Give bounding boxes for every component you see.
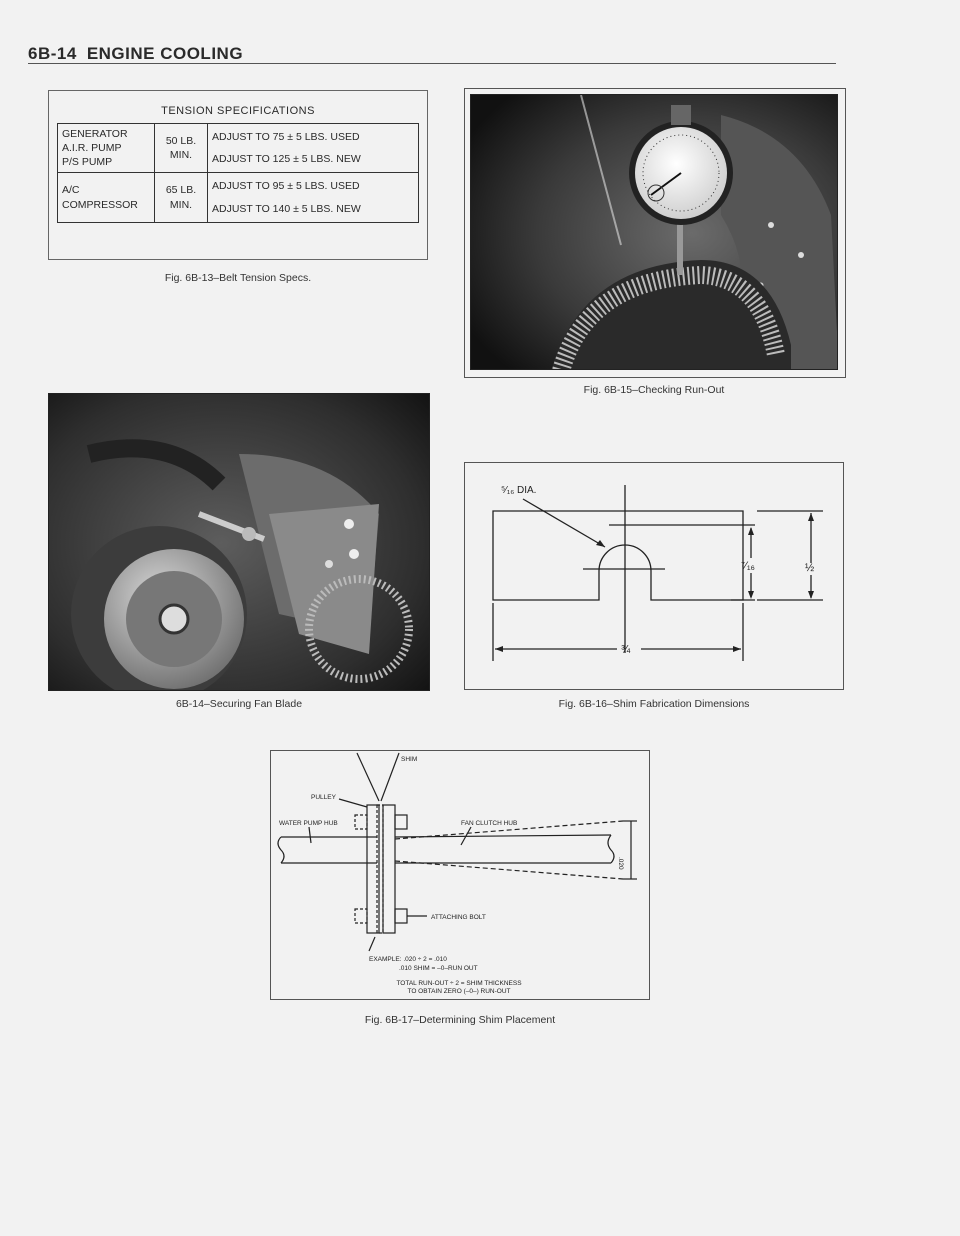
fig17-caption: Fig. 6B-17–Determining Shim Placement (364, 1014, 556, 1026)
example-line-1: EXAMPLE: .020 ÷ 2 = .010 (369, 956, 447, 963)
minimum-unit: MIN. (169, 149, 193, 162)
section-number: 6B-14 (28, 44, 77, 63)
minimum-value: 50 LB. (165, 135, 197, 147)
table-row (58, 173, 419, 222)
attaching-bolt-label: ATTACHING BOLT (431, 914, 486, 921)
adjust-cell (208, 173, 419, 222)
table-row (58, 124, 419, 173)
water-pump-hub-label: WATER PUMP HUB (279, 820, 338, 827)
adjust-used: ADJUST TO 75 ± 5 LBS. USED (212, 131, 360, 143)
shim-label: SHIM (401, 756, 418, 763)
fan-clutch-hub-label: FAN CLUTCH HUB (461, 820, 518, 827)
dim-3-4-label: ¾ (621, 644, 631, 656)
components-cell (58, 124, 155, 173)
adjust-new: ADJUST TO 125 ± 5 LBS. NEW (212, 153, 361, 166)
total-line-2: TO OBTAIN ZERO (–0–) RUN-OUT (407, 988, 511, 995)
minimum-cell (155, 124, 208, 173)
tension-specs-box (48, 90, 428, 260)
fan-blade-photo (48, 393, 430, 691)
adjust-new: ADJUST TO 140 ± 5 LBS. NEW (212, 202, 361, 215)
component-label: A/C (62, 184, 80, 197)
shim-fabrication-diagram (464, 462, 844, 690)
fig16-caption: Fig. 6B-16–Shim Fabrication Dimensions (558, 698, 750, 710)
runout-020-label: .020 (617, 857, 624, 870)
component-label: GENERATOR (62, 127, 128, 140)
pulley-label: PULLEY (311, 794, 336, 801)
section-title: ENGINE COOLING (86, 44, 244, 63)
fig15-caption: Fig. 6B-15–Checking Run-Out (583, 384, 725, 396)
dim-7-16-label: ⁷⁄₁₆ (741, 560, 755, 572)
component-label: COMPRESSOR (62, 198, 138, 211)
minimum-cell (155, 173, 208, 222)
page-header (28, 44, 253, 64)
components-cell (58, 173, 155, 222)
adjust-used: ADJUST TO 95 ± 5 LBS. USED (212, 180, 360, 193)
dia-label: ⁵⁄₁₆ DIA. (501, 485, 537, 496)
total-line-1: TOTAL RUN-OUT ÷ 2 = SHIM THICKNESS (396, 980, 522, 987)
example-line-2: .010 SHIM = –0–RUN OUT (399, 965, 478, 972)
tension-specs-table (57, 123, 419, 223)
shim-placement-diagram (270, 750, 650, 1000)
fig14-caption: 6B-14–Securing Fan Blade (175, 698, 303, 710)
dim-1-2-label: ½ (805, 562, 815, 574)
shim-outline (493, 511, 743, 600)
adjust-cell (208, 124, 419, 173)
minimum-value: 65 LB. (165, 184, 197, 197)
component-label: P/S PUMP (62, 156, 113, 169)
tension-specs-title: TENSION SPECIFICATIONS (161, 105, 315, 117)
minimum-unit: MIN. (169, 198, 193, 211)
runout-photo (470, 94, 838, 370)
header-rule (28, 63, 836, 64)
fig13-caption: Fig. 6B-13–Belt Tension Specs. (164, 272, 312, 284)
component-label: A.I.R. PUMP (62, 142, 122, 155)
